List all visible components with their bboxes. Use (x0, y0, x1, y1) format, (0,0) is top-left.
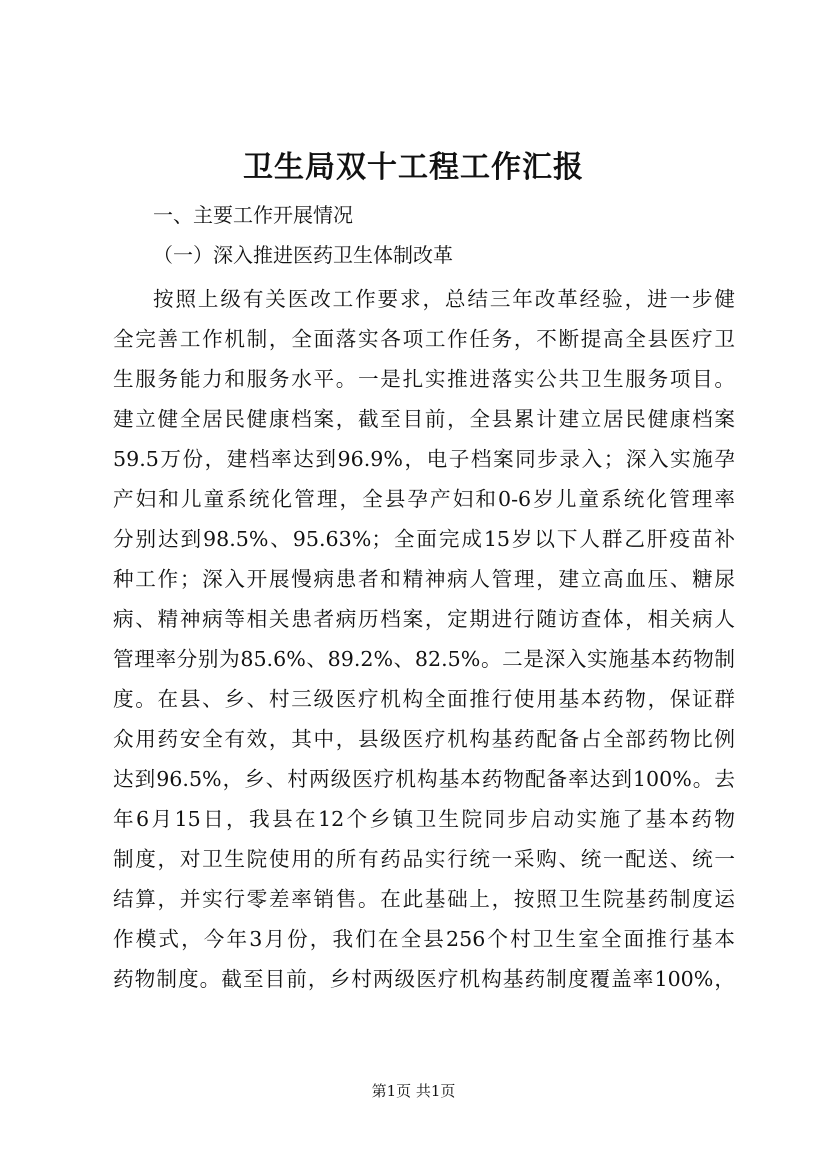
paragraph-line: 管理率分别为85.6%、89.2%、82.5%。二是深入实施基本药物制 (113, 647, 735, 671)
page-number-footer: 第1页 共1页 (371, 1082, 456, 1100)
paragraph-line: 作模式，今年3月份，我们在全县256个村卫生室全面推行基本 (113, 927, 735, 951)
body-paragraph (113, 279, 735, 999)
paragraph-line: 分别达到98.5%、95.63%；全面完成15岁以下人群乙肝疫苗补 (113, 527, 735, 551)
section-heading: 一、主要工作开展情况 (153, 203, 353, 227)
paragraph-line: 众用药安全有效，其中，县级医疗机构基药配备占全部药物比例 (113, 727, 735, 751)
paragraph-line: 生服务能力和服务水平。一是扎实推进落实公共卫生服务项目。 (113, 367, 735, 391)
subsection-heading: （一）深入推进医药卫生体制改革 (153, 243, 453, 267)
paragraph-line: 按照上级有关医改工作要求，总结三年改革经验，进一步健 (153, 287, 735, 311)
paragraph-line: 度。在县、乡、村三级医疗机构全面推行使用基本药物，保证群 (113, 687, 735, 711)
paragraph-line: 种工作；深入开展慢病患者和精神病人管理，建立高血压、糖尿 (113, 567, 735, 591)
paragraph-line: 达到96.5%，乡、村两级医疗机构基本药物配备率达到100%。去 (113, 767, 735, 791)
paragraph-line: 产妇和儿童系统化管理，全县孕产妇和0-6岁儿童系统化管理率 (113, 487, 735, 511)
paragraph-line: 建立健全居民健康档案，截至目前，全县累计建立居民健康档案 (113, 407, 735, 431)
paragraph-line: 药物制度。截至目前，乡村两级医疗机构基药制度覆盖率100%， (113, 967, 735, 991)
paragraph-line: 制度，对卫生院使用的所有药品实行统一采购、统一配送、统一 (113, 847, 735, 871)
page-title: 卫生局双十工程工作汇报 (243, 150, 584, 185)
paragraph-line: 年6月15日，我县在12个乡镇卫生院同步启动实施了基本药物 (113, 807, 735, 831)
paragraph-line: 结算，并实行零差率销售。在此基础上，按照卫生院基药制度运 (113, 887, 735, 911)
paragraph-line: 59.5万份，建档率达到96.9%，电子档案同步录入；深入实施孕 (113, 447, 735, 471)
paragraph-line: 病、精神病等相关患者病历档案，定期进行随访查体，相关病人 (113, 607, 735, 631)
paragraph-line: 全完善工作机制，全面落实各项工作任务，不断提高全县医疗卫 (113, 327, 735, 351)
